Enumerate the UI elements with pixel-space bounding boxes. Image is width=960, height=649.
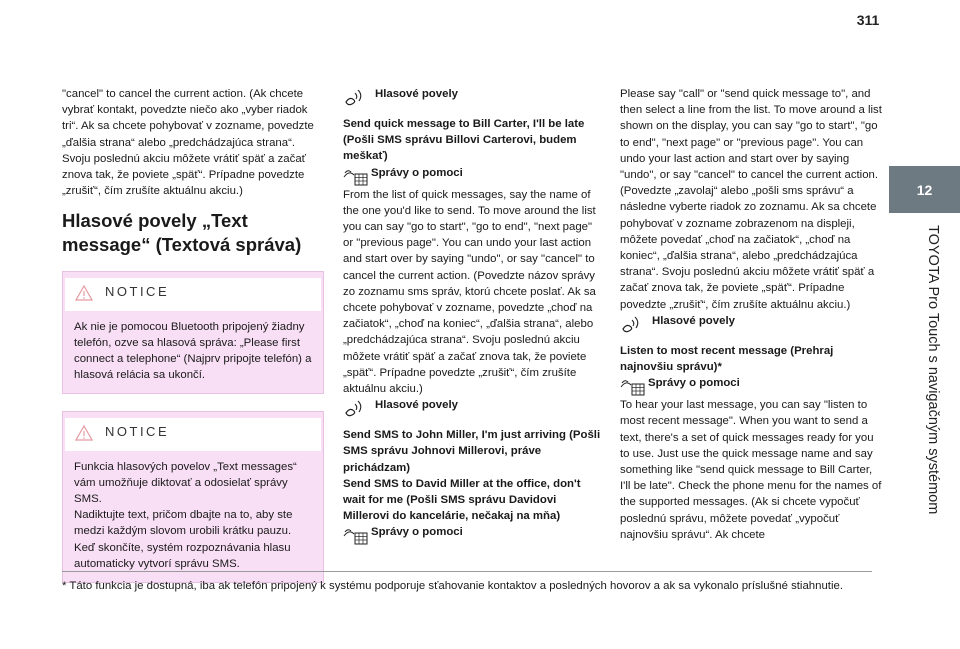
voice-command-header [343, 397, 603, 419]
warning-icon [75, 285, 93, 301]
help-message-header [343, 524, 603, 546]
notice-title: NOTICE [105, 284, 170, 300]
help-message-label: Správy o pomoci [371, 526, 463, 539]
voice-command-label: Hlasové povely [375, 88, 458, 100]
column-middle [343, 86, 603, 546]
help-message-header [620, 375, 882, 397]
help-message-label: Správy o pomoci [371, 166, 463, 179]
voice-command-text: Send SMS to John Miller, I'm just arriving (Pošli SMS správu Johnovi Millerovi, práve prichádzam) [343, 429, 601, 474]
notice-title: NOTICE [105, 424, 170, 440]
help-message-text: From the list of quick messages, say the name of the one you'd like to send. To move around the list you can say "go to start", "go to end", "next page" or "previous page". You can undo your last action and start over by saying "undo", or say "cancel" to cancel the current action. (Povedzte názov správy zo zoznamu sms správ, ktorú chcete poslať. Ak sa chcete pohybovať v zozname, povedzte „choď na začiatok“, „choď na koniec“, „ďalšia strana“, alebo „predchádzajúca strana“. Svoju poslednú akciu môžete vrátiť späť a začať znova tak, že poviete „späť“. Prípadne povedzte „zrušiť“, čím zrušíte aktuálnu akciu.) [343, 188, 596, 396]
help-message-icon [343, 165, 369, 187]
voice-command-label: Hlasové povely [652, 314, 735, 327]
voice-command-label: Hlasové povely [375, 399, 458, 412]
help-message-icon [620, 375, 646, 397]
help-message-header [343, 165, 603, 187]
footnote-divider [62, 571, 872, 572]
notice-header [65, 278, 321, 310]
voice-command-text: Listen to most recent message (Prehraj najnovšiu správu)* [620, 344, 834, 374]
chapter-title: TOYOTA Pro Touch s navigačným systémom [925, 225, 941, 515]
voice-command-header [620, 313, 882, 335]
voice-command-icon [620, 315, 642, 335]
voice-command-text: Send SMS to David Miller at the office, don't wait for me (Pošli SMS správu Davidovi Millerovi do kancelárie, nečakaj na mňa) [343, 477, 581, 523]
column-left [62, 86, 324, 600]
page-number: 311 [856, 12, 880, 28]
notice-header [65, 418, 321, 450]
voice-command-icon [343, 88, 365, 108]
voice-command-header [343, 86, 603, 108]
notice-box [62, 271, 324, 394]
help-message-text: Please say "call" or "send quick message to", and then select a line from the list. To move around a list shown on the display, you can say "go to start", "go to end", "next page" or "previous page". You can undo your last action and start over by saying "undo", or say "cancel" to cancel the current action. (Povedzte „zavolaj“ alebo „pošli sms správu“ a následne vyberte riadok zo zoznamu. Ak sa chcete pohybovať v zozname zobrazenom na displeji, môžete povedať „choď na začiatok“, „choď na koniec“, „ďalšia strana“, alebo „predchádzajúca strana“. Svoju poslednú akciu môžete vrátiť späť a začať znova tak, že poviete „späť“. Prípadne povedzte „zrušiť“, čím zrušíte aktuálnu akciu.) [620, 88, 882, 311]
column-right [620, 86, 882, 543]
notice-text: Ak nie je pomocou Bluetooth pripojený žiadny telefón, ozve sa hlasová správa: „Please first connect a telephone“ (Najprv pripojte telefón) a hlasová relácia sa ukončí. [74, 320, 312, 382]
warning-icon [75, 425, 93, 441]
help-message-text: To hear your last message, you can say "listen to most recent message". When you want to send a text, there's a set of quick messages ready for you to use. Just use the quick message name and say something like "send quick message to Bill Carter, I'll be late". Check the phone menu for the names of the supported messages. (Ak si chcete vypočuť poslednú správu, môžete povedať „vypočuť najnovšiu správu“. Ak chcete [620, 399, 882, 541]
voice-command-text: Send quick message to Bill Carter, I'll be late (Pošli SMS správu Billovi Carterovi, budem meškať) [343, 118, 585, 163]
section-heading: Hlasové povely „Text message“ (Textová správa) [62, 210, 302, 256]
help-message-label: Správy o pomoci [648, 377, 740, 390]
notice-box [62, 411, 324, 583]
help-message-icon [343, 524, 369, 546]
notice-text: Funkcia hlasových povelov „Text messages“ vám umožňuje diktovať a odosielať správy SMS. Nadiktujte text, pričom dbajte na to, aby ste medzi každým slovom urobili krátku pauzu. Keď skončíte, systém rozpoznávania hlasu automaticky vytvorí správu SMS. [74, 460, 297, 570]
voice-command-icon [343, 399, 365, 419]
chapter-tab: 12 [889, 166, 960, 213]
footnote: * Táto funkcia je dostupná, iba ak telefón pripojený k systému podporuje sťahovanie kontaktov a posledných hovorov a ak sa vykonalo príslušné stiahnutie. [62, 580, 843, 592]
intro-paragraph: "cancel" to cancel the current action. (Ak chcete vybrať kontakt, povedzte niečo ako „vyber riadok tri“. Ak sa chcete pohybovať v zozname, povedzte „ďalšia strana“ alebo „predchádzajúca strana“. Svoju poslednú akciu môžete vrátiť späť a začať znova tak, že poviete „späť“. Prípadne povedzte „zrušiť“, čím zrušíte aktuálnu akciu.) [62, 88, 314, 198]
